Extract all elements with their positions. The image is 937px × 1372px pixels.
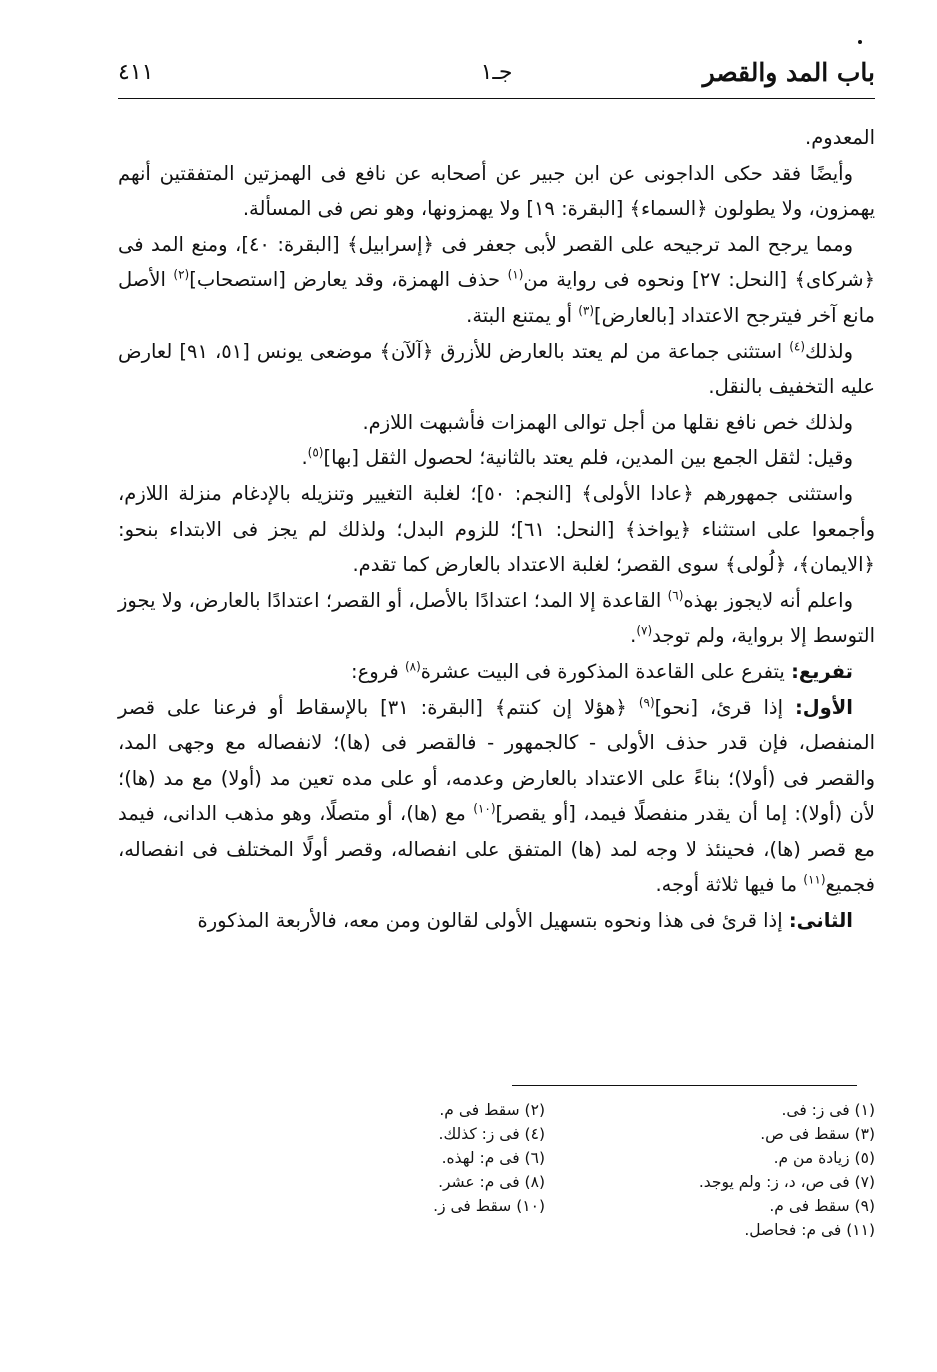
footnote: (٦) فى م: لهذه. bbox=[441, 1149, 545, 1167]
footnote: (٤) فى ز: كذلك. bbox=[438, 1125, 545, 1143]
footnote-rule bbox=[512, 1085, 857, 1086]
paragraph: الثانى: إذا قرئ فى هذا ونحوه بتسهيل الأولى لقالون ومن معه، فالأربعة المذكورة bbox=[197, 909, 853, 933]
page-number: ٤١١ bbox=[118, 60, 154, 85]
paragraph: ولذلك$^{(٤)}$ استثنى جماعة من لم يعتد بالعارض للأزرق ﴿آلآن﴾ موضعى يونس [٥١، ٩١] لعارض عليه التخفيف بالنقل. bbox=[118, 339, 875, 399]
footnote-marker[interactable]: (٦) bbox=[667, 588, 684, 603]
footnote-marker[interactable]: (١٠) bbox=[473, 801, 496, 816]
paragraph: وأيضًا فقد حكى الداجونى عن ابن جبير عن أصحابه عن نافع فى الهمزتين المتفقتين أنهم يهمزون، ولا يطولون ﴿السماء﴾ [البقرة: ١٩] ولا يهمزونها، وهو نص فى المسألة. bbox=[118, 161, 875, 221]
footnote: (٣) سقط فى ص. bbox=[760, 1125, 875, 1143]
footnote: (٥) زيادة من م. bbox=[773, 1149, 875, 1167]
footnote: (١١) فى م: فحاصل. bbox=[744, 1221, 875, 1239]
footnote: (٢) سقط فى م. bbox=[439, 1101, 545, 1119]
main-text bbox=[118, 120, 875, 939]
section-label: الثانى: bbox=[788, 909, 853, 933]
footnote: (٩) سقط فى م. bbox=[769, 1197, 875, 1215]
section-label: الأول: bbox=[794, 695, 853, 719]
footnote: (٨) فى م: عشر. bbox=[438, 1173, 545, 1191]
footnote: (٧) فى ص، د، ز: ولم يوجد. bbox=[698, 1173, 875, 1191]
footnote: (١) فى ز: فى. bbox=[781, 1101, 875, 1119]
footnote-marker[interactable]: (٧) bbox=[636, 623, 653, 638]
volume-number: جـ١ bbox=[480, 60, 513, 85]
footnotes-column-left bbox=[285, 1098, 545, 1218]
header-rule bbox=[118, 98, 875, 99]
paragraph: ومما يرجح المد ترجيحه على القصر لأبى جعفر فى ﴿إسرابيل﴾ [البقرة: ٤٠]، ومنع المد فى ﴿شركاى﴾ [النحل: ٢٧] ونحوه فى رواية من$^{(١)}$ حذف الهمزة، وقد يعارض [استصحاب]$^{(٢)}$ الأصل مانع آخر فيترجح الاعتداد [بالعارض]$^{(٣)}$ أو يمتنع البتة. bbox=[118, 232, 875, 327]
paragraph: واستثنى جمهورهم ﴿عادا الأولى﴾ [النجم: ٥٠]؛ لغلبة التغيير وتنزيله بالإدغام منزلة اللازم، وأجمعوا على استثناء ﴿يواخذ﴾ [النحل: ٦١]؛ للزوم البدل؛ ولذلك لم يجز فى الابتداء بنحو: ﴿الايمان﴾، ﴿لُولى﴾ سوى القصر؛ لغلبة الاعتداد بالعارض كما تقدم. bbox=[118, 481, 875, 577]
paragraph: ولذلك خص نافع نقلها من أجل توالى الهمزات فأشبهت اللازم. bbox=[362, 410, 853, 434]
paragraph: المعدوم. bbox=[805, 126, 875, 149]
footnote-marker[interactable]: (٤) bbox=[789, 339, 806, 354]
paragraph: الأول: إذا قرئ، [نحو]$^{(٩)}$ ﴿هؤلا إن كنتم﴾ [البقرة: ٣١] بالإسقاط أو فرعنا على قصر المنفصل، فإن قدر حذف الأولى - كالجمهور - فالقصر فى (ها)؛ لانفصاله مع وجهى المد، والقصر فى (أولا)؛ بناءً على الاعتداد بالعارض وعدمه، أو على مده تعين مد (أولا) مع مد (ها)؛ لأن (أولا): إما أن يقدر منفصلًا فيمد، [أو يقصر]$^{(١٠)}$ مع (ها)، أو متصلًا، وهو مذهب الدانى، فيمد مع قصر (ها)، فحينئذ لا وجه لمد (ها) المتفق على انفصاله، وقصر أولًا المختلف فى انفصاله، فجميع$^{(١١)}$ ما فيها ثلاثة أوجه. bbox=[118, 695, 875, 897]
paragraph: وقيل: لثقل الجمع بين المدين، فلم يعتد بالثانية؛ لحصول الثقل [بها]$^{(٥)}$. bbox=[301, 445, 853, 470]
footnotes-column-right bbox=[575, 1098, 875, 1242]
footnote-marker[interactable]: (٢) bbox=[173, 267, 190, 282]
footnote-marker[interactable]: (١) bbox=[507, 267, 524, 282]
footnote: (١٠) سقط فى ز. bbox=[433, 1197, 545, 1215]
footnote-marker[interactable]: (٥) bbox=[307, 445, 324, 460]
footnote-marker[interactable]: (٣) bbox=[578, 303, 595, 318]
section-label: تفريع: bbox=[791, 659, 853, 683]
page-speck bbox=[858, 40, 862, 44]
running-header bbox=[118, 58, 875, 98]
paragraph: تفريع: يتفرع على القاعدة المذكورة فى البيت عشرة$^{(٨)}$ فروع: bbox=[351, 659, 853, 683]
footnote-marker[interactable]: (٩) bbox=[638, 695, 655, 709]
footnote-marker[interactable]: (٨) bbox=[404, 659, 421, 674]
footnote-marker[interactable]: (١١) bbox=[803, 872, 826, 887]
chapter-title: باب المد والقصر bbox=[702, 58, 875, 87]
paragraph: واعلم أنه لايجوز بهذه$^{(٦)}$ القاعدة إلا المد؛ اعتدادًا بالأصل، أو القصر؛ اعتدادًا بالعارض، ولا يجوز التوسط إلا برواية، ولم توجد$^{(٧)}$. bbox=[118, 588, 875, 648]
